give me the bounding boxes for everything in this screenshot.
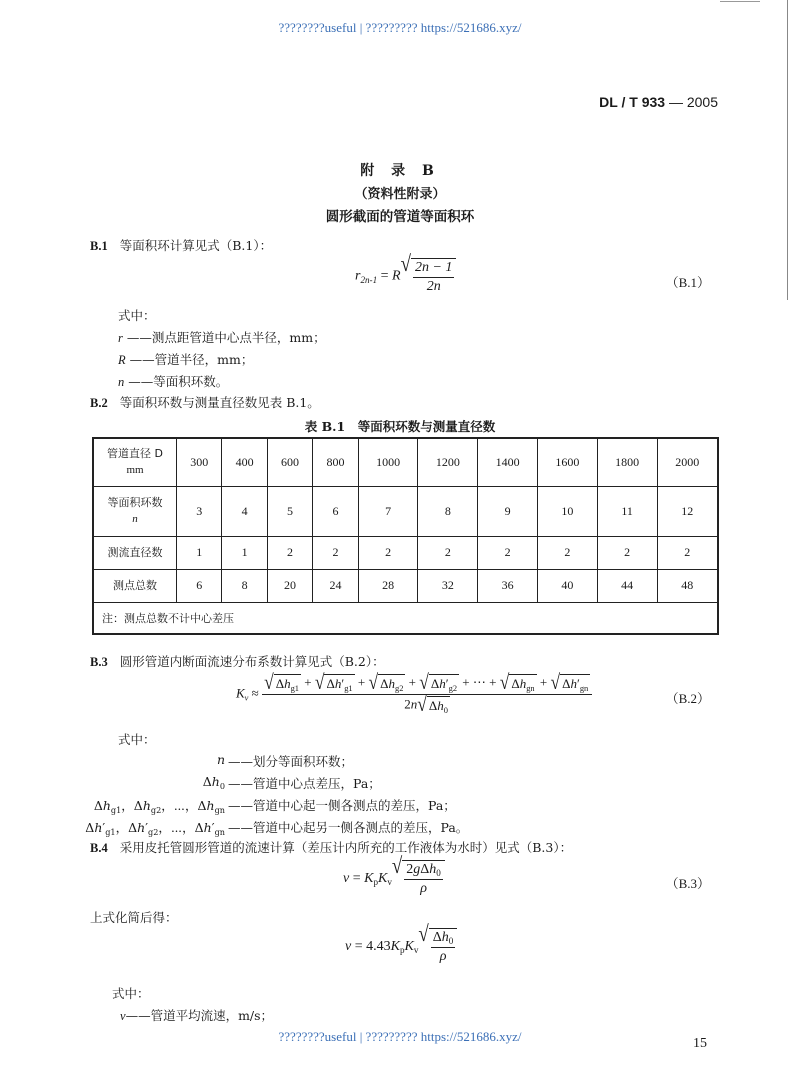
formula-symbol: r xyxy=(355,268,361,284)
table-cell: 9 xyxy=(478,486,538,536)
row-label: 等面积环数 xyxy=(107,496,163,509)
table-cell: 2000 xyxy=(657,438,718,486)
table-cell: 44 xyxy=(597,569,657,602)
table-cell: 400 xyxy=(222,438,267,486)
section-text: 等面积环数与测量直径数见表 B.1。 xyxy=(119,395,320,410)
table-cell: 1000 xyxy=(358,438,418,486)
formula-simplified: $v = 4.43K_pK_v$ √ $\frac{\Delta h_0}{\rho}$ xyxy=(345,928,457,965)
definition-text: ——测点距管道中心点半径，mm； xyxy=(126,330,326,345)
formula-b3: $v = K_pK_v$ √ $\frac{2g\Delta h_0}{\rho}$ xyxy=(343,860,445,897)
table-note: 注：测点总数不计中心差压 xyxy=(93,602,718,634)
table-cell: 40 xyxy=(537,569,597,602)
definition-text: ——等面积环数。 xyxy=(128,374,229,389)
definition-text: ——管道半径，mm； xyxy=(129,352,254,367)
equation-label-b2: （B.2） xyxy=(665,691,710,706)
table-note-row xyxy=(93,602,718,634)
fraction-denominator: 2n xyxy=(426,279,441,294)
formula-b1: $r_{2n-1} = R$ √ $\frac{2n - 1}{2n}$ xyxy=(355,258,456,295)
page-edge-line xyxy=(787,0,788,300)
where-label: 式中： xyxy=(118,308,156,323)
standard-year: — 2005 xyxy=(668,94,718,110)
table-cell: 32 xyxy=(418,569,478,602)
simplified-intro: 上式化简后得： xyxy=(90,910,178,925)
row-header: 测流直径数 xyxy=(93,536,177,569)
table-cell: 7 xyxy=(358,486,418,536)
section-number: B.2 xyxy=(90,396,108,410)
table-cell: 2 xyxy=(418,536,478,569)
definition-item xyxy=(118,328,326,346)
fraction-numerator: √ $\Delta h_{g1}$ + √ $\Delta h'_{g1}$ + √ $\Delta h_{g2}$ + √ $\Delta h'_{g2}$ + ⋯ + √ $\Delta h_{gn}$ + √ $\Delta h'_{gn}$ xyxy=(262,674,592,695)
table-cell: 4 xyxy=(222,486,267,536)
definition-symbol: $\Delta h_{g1}$，$\Delta h_{g2}$，⋯，$\Delta h_{gn}$ xyxy=(93,798,225,815)
section-b2-heading xyxy=(90,393,320,411)
fraction-denominator: 2n √ $\Delta h_0$ xyxy=(404,691,449,716)
table-cell: 8 xyxy=(222,569,267,602)
table-cell: 28 xyxy=(358,569,418,602)
section-b3-heading xyxy=(90,652,385,670)
formula-subscript: 2n-1 xyxy=(360,274,378,285)
table-cell: 11 xyxy=(597,486,657,536)
table-cell: 5 xyxy=(267,486,312,536)
table-cell: 8 xyxy=(418,486,478,536)
row-header: 测点总数 xyxy=(93,569,177,602)
formula-fraction xyxy=(262,669,592,716)
definition-item xyxy=(118,350,253,368)
definition-text: ——管道平均流速，m/s； xyxy=(125,1008,274,1023)
table-caption: 表 B.1 等面积环数与测量直径数 xyxy=(304,419,496,434)
section-b1-heading xyxy=(90,236,272,254)
section-number: B.3 xyxy=(90,655,108,669)
row-label: 管道直径 D xyxy=(107,447,163,461)
table-cell: 1 xyxy=(177,536,222,569)
definition-item xyxy=(118,372,228,390)
equation-label-b3: （B.3） xyxy=(665,876,710,891)
appendix-subtitle: 圆形截面的管道等面积环 xyxy=(325,209,475,225)
definition-text: ——划分等面积环数； xyxy=(228,754,354,769)
page-top-line xyxy=(720,1,760,2)
definition-symbol: $\Delta h'_{g1}$，$\Delta h'_{g2}$，⋯，$\Delta h'_{gn}$ xyxy=(85,820,225,837)
table-cell: 2 xyxy=(597,536,657,569)
section-number: B.1 xyxy=(90,239,108,253)
table-cell: 6 xyxy=(177,569,222,602)
definition-symbol: v xyxy=(120,1009,126,1023)
table-cell: 10 xyxy=(537,486,597,536)
table-row xyxy=(93,438,718,486)
table-row xyxy=(93,536,718,569)
table-cell: 2 xyxy=(537,536,597,569)
section-text: 圆形管道内断面流速分布系数计算见式（B.2）： xyxy=(119,654,385,669)
formula-b2: $K_v$ ≈ √ $\Delta h_{g1}$ + √ $\Delta h'_{g1}$ + √ $\Delta h_{g2}$ + √ $\Delta h'_{g2}$ + ⋯ + √ $\Delta h_{gn}$ + √ $\Delta h'_{gn}$ 2n √ $\Delta h_0$ xyxy=(236,674,592,715)
table-cell: 1600 xyxy=(537,438,597,486)
table-row xyxy=(93,569,718,602)
where-label: 式中： xyxy=(112,986,150,1001)
table-cell: 48 xyxy=(657,569,718,602)
table-cell: 1800 xyxy=(597,438,657,486)
page-number: 15 xyxy=(693,1036,707,1051)
table-cell: 24 xyxy=(313,569,358,602)
definition-symbol: n xyxy=(216,752,225,767)
definition-text: ——管道中心起一侧各测点的差压，Pa； xyxy=(228,798,456,813)
table-cell: 2 xyxy=(358,536,418,569)
formula-symbol: R xyxy=(392,268,401,284)
definition-symbol: $\Delta h_0$ xyxy=(202,774,225,791)
table-cell: 1 xyxy=(222,536,267,569)
sqrt-sign: √ $\frac{2n - 1}{2n}$ xyxy=(401,258,457,295)
definition-symbol: R xyxy=(118,353,126,367)
table-cell: 20 xyxy=(267,569,312,602)
row-unit: mm xyxy=(126,464,144,477)
table-cell: 1400 xyxy=(478,438,538,486)
row-header xyxy=(93,438,177,486)
table-cell: 2 xyxy=(478,536,538,569)
appendix-type: （资料性附录） xyxy=(354,187,446,202)
where-label: 式中： xyxy=(118,732,156,747)
section-number: B.4 xyxy=(90,841,108,855)
table-cell: 6 xyxy=(313,486,358,536)
equation-label-b1: （B.1） xyxy=(665,275,710,290)
table-b1 xyxy=(92,437,719,635)
table-cell: 12 xyxy=(657,486,718,536)
table-cell: 300 xyxy=(177,438,222,486)
section-text: 采用皮托管圆形管道的流速计算（差压计内所充的工作液体为水时）见式（B.3）： xyxy=(119,840,573,855)
table-cell: 2 xyxy=(267,536,312,569)
table-cell: 2 xyxy=(657,536,718,569)
fraction-numerator: 2n − 1 xyxy=(413,260,454,278)
watermark-bottom[interactable]: ????????useful | ????????? https://521686.xyz/ xyxy=(278,1029,522,1044)
table-cell: 36 xyxy=(478,569,538,602)
definition-symbol: r xyxy=(118,331,123,345)
definition-item xyxy=(120,1006,273,1024)
row-unit: n xyxy=(132,513,138,525)
section-text: 等面积环计算见式（B.1）： xyxy=(119,238,273,253)
row-header xyxy=(93,486,177,536)
table-cell: 800 xyxy=(313,438,358,486)
table-cell: 3 xyxy=(177,486,222,536)
formula-subscript: v xyxy=(244,692,249,703)
watermark-top[interactable]: ????????useful | ????????? https://521686.xyz/ xyxy=(278,20,522,35)
definition-text: ——管道中心起另一侧各测点的差压，Pa。 xyxy=(228,820,469,835)
table-row xyxy=(93,486,718,536)
section-b4-heading xyxy=(90,838,572,856)
table-cell: 600 xyxy=(267,438,312,486)
standard-code: DL / T 933 xyxy=(599,94,666,110)
formula-symbol: K xyxy=(236,685,245,701)
definition-text: ——管道中心点差压，Pa； xyxy=(228,776,381,791)
table-cell: 2 xyxy=(313,536,358,569)
formula-coefficient: 4.43 xyxy=(366,938,391,954)
definition-symbol: n xyxy=(118,375,125,389)
appendix-title: 附 录 B xyxy=(360,163,440,179)
table-cell: 1200 xyxy=(418,438,478,486)
standard-number xyxy=(599,94,718,110)
